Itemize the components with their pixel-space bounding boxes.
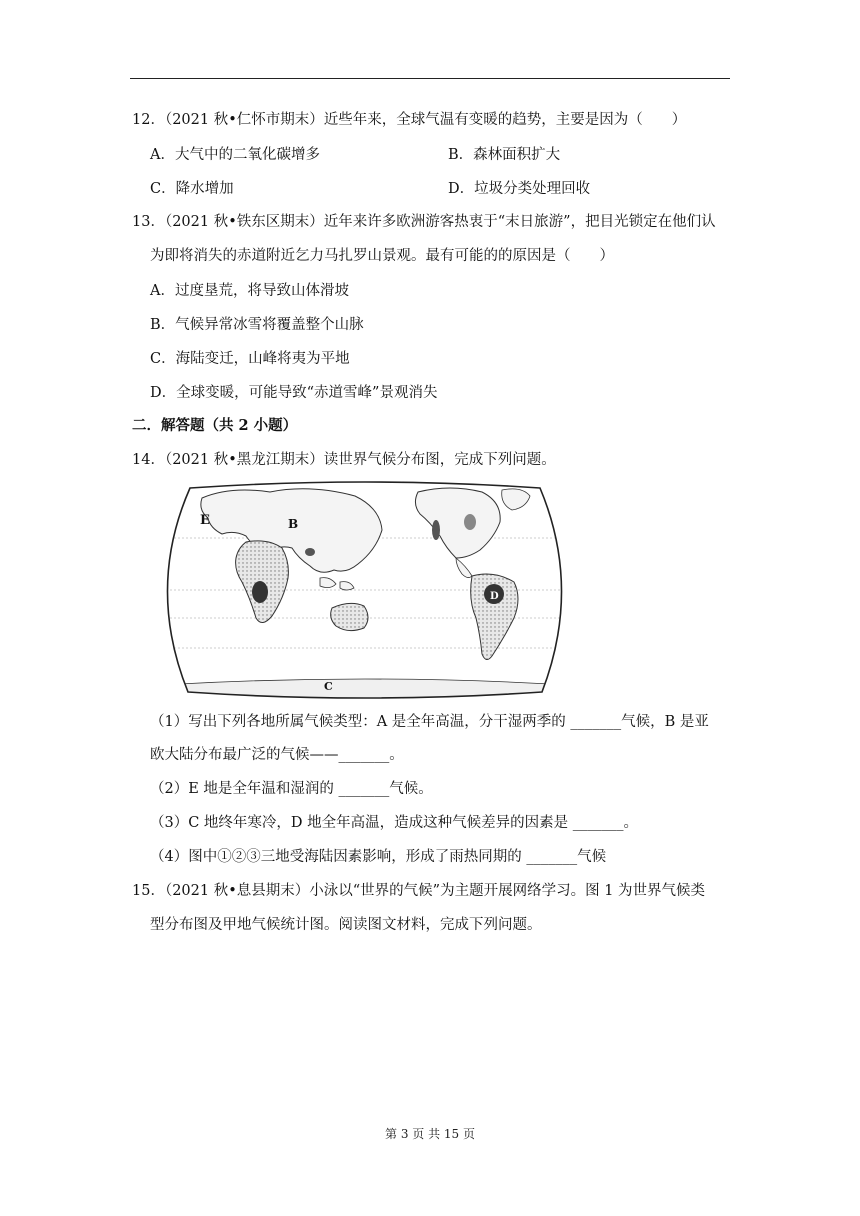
world-climate-map: [150, 478, 580, 700]
q15-stem-line2: 型分布图及甲地气候统计图。阅读图文材料，完成下列问题。: [150, 917, 542, 933]
q12-option-d: D．垃圾分类处理回收: [448, 181, 591, 197]
map-label-d: D: [490, 591, 499, 602]
section-heading: 二．解答题（共 2 小题）: [132, 417, 298, 434]
q12-option-b: B．森林面积扩大: [448, 147, 561, 163]
q13-option-a: A．过度垦荒，将导致山体滑坡: [150, 283, 349, 299]
q12-option-c: C．降水增加: [150, 181, 234, 197]
q13-stem-line1: 13．（2021 秋•铁东区期末）近年来许多欧洲游客热衷于“末日旅游”，把目光锁定在他们认: [132, 214, 716, 230]
map-body: [150, 478, 580, 700]
q14-sub4: （4）图中①②③三地受海陆因素影响，形成了雨热同期的 _______气候: [150, 849, 607, 865]
q14-sub1-line2: 欧大陆分布最广泛的气候——_______。: [150, 747, 404, 763]
australia-shape: [331, 603, 368, 630]
q13-option-c: C．海陆变迁，山峰将夷为平地: [150, 351, 350, 367]
map-label-e: E: [200, 513, 210, 528]
q15-stem-line1: 15．（2021 秋•息县期末）小泳以“世界的气候”为主题开展网络学习。图 1 为世界气候类: [132, 883, 706, 899]
q13-stem-line2: 为即将消失的赤道附近乞力马扎罗山景观。最有可能的的原因是（ ）: [150, 248, 614, 264]
map-label-b: B: [288, 517, 299, 531]
q12-option-a: A．大气中的二氧化碳增多: [150, 147, 320, 163]
q14-sub1-line1: （1）写出下列各地所属气候类型：A 是全年高温，分干湿两季的 _______气候，B 是亚: [150, 714, 709, 730]
q13-option-d: D．全球变暖，可能导致“赤道雪峰”景观消失: [150, 385, 438, 401]
q14-stem: 14．（2021 秋•黑龙江期末）读世界气候分布图，完成下列问题。: [132, 452, 556, 468]
q12-stem: 12．（2021 秋•仁怀市期末）近些年来，全球气温有变暖的趋势，主要是因为（ ）: [132, 112, 687, 128]
map-label-c: C: [324, 680, 333, 693]
q14-sub2: （2）E 地是全年温和湿润的 _______气候。: [150, 781, 433, 797]
q14-sub3: （3）C 地终年寒冷，D 地全年高温，造成这种气候差异的因素是 _______。: [150, 815, 639, 831]
page-footer: 第 3 页 共 15 页: [385, 1127, 475, 1141]
q13-option-b: B．气候异常冰雪将覆盖整个山脉: [150, 317, 364, 333]
header-rule: [130, 78, 730, 79]
